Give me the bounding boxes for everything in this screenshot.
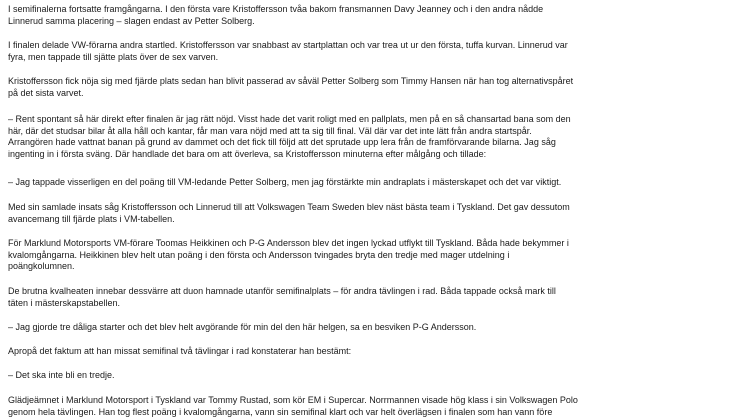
paragraph-andersson-quote xyxy=(8,322,736,334)
text-line: Kristoffersson fick nöja sig med fjärde plats sedan han blivit passerad av såväl Petter Solberg som Timmy Hansen när han tog alternativspåret xyxy=(8,76,574,86)
text-line: Arrangören hade vattnat banan på grund av dammet och det fick till följd att det sprutade upp lera från de framförvarande bilarna. Jag såg xyxy=(8,137,556,147)
paragraph-fourth-place xyxy=(8,76,736,99)
text-line: på det sista varvet. xyxy=(8,87,84,98)
text-line: – Jag gjorde tre dåliga starter och det blev helt avgörande för min del den här helgen, sa en besviken P-G Andersson. xyxy=(8,322,477,332)
text-line: här, där det studsar bilar åt alla håll och kantar, får man vara nöjd med att ta sig till final. Väl där var det inte lätt från andra startspår. xyxy=(8,125,532,136)
text-line: ingenting in i första sväng. Där handlade det bara om att överleva, sa Kristoffersson minuterna efter målgång och tillade: xyxy=(8,148,487,159)
text-line: Apropå det faktum att han missat semifinal två tävlingar i rad konstaterar han bestämt: xyxy=(8,346,352,356)
paragraph-kristoffersson-quote xyxy=(8,114,736,160)
text-line: kvalomgångarna. Heikkinen blev helt utan poäng i den första och Andersson tvingades bryta den tredje med mager utdelning i xyxy=(8,249,510,260)
text-line: – Jag tappade visserligen en del poäng till VM-ledande Petter Solberg, men jag förstärkte min andraplats i mästerskapet och det var viktigt. xyxy=(8,177,562,187)
text-line: – Det ska inte bli en tredje. xyxy=(8,370,115,380)
paragraph-broken-heats xyxy=(8,286,736,309)
paragraph-rustad xyxy=(8,395,736,418)
text-line: Linnerud samma placering – slagen endast av Petter Solberg. xyxy=(8,15,255,26)
paragraph-final-start xyxy=(8,40,736,63)
text-line: Glädjeämnet i Marklund Motorsport i Tyskland var Tommy Rustad, som kör EM i Supercar. Norrmannen visade hög klass i sin Volkswagen Polo xyxy=(8,395,578,405)
paragraph-points-quote xyxy=(8,177,736,189)
text-line: I finalen delade VW-förarna andra startled. Kristoffersson var snabbast av startplattan och var trea ut ur den första, tuffa kurvan. Linnerud var xyxy=(8,40,568,50)
text-line: avancemang till fjärde plats i VM-tabellen. xyxy=(8,213,175,224)
text-line: Med sin samlade insats såg Kristoffersson och Linnerud till att Volkswagen Team Sweden blev näst bästa team i Tyskland. Det gav dessutom xyxy=(8,202,570,212)
text-line: De brutna kvalheaten innebar dessvärre att duon hamnade utanför semifinalplats – för andra tävlingen i rad. Båda tappade också mark till xyxy=(8,286,556,296)
text-line: täten i mästerskapstabellen. xyxy=(8,297,121,308)
text-line: För Marklund Motorsports VM-förare Toomas Heikkinen och P-G Andersson blev det ingen lyckad utflykt till Tyskland. Båda hade bekymmer i xyxy=(8,238,569,248)
text-line: genom hela tävlingen. Han tog flest poäng i kvalomgångarna, vann sin semifinal klart och var helt överlägsen i finalen som han vann före xyxy=(8,406,553,417)
text-line: fyra, men tappade till sjätte plats över de sex varven. xyxy=(8,51,219,62)
paragraph-not-a-third xyxy=(8,370,736,382)
paragraph-team-result xyxy=(8,202,736,225)
text-line: I semifinalerna fortsatte framgångarna. I den första vare Kristoffersson tvåa bakom fransmannen Davy Jeanney och i den andra nådde xyxy=(8,4,544,14)
paragraph-marklund-drivers xyxy=(8,238,736,273)
paragraph-semifinals xyxy=(8,4,736,27)
text-line: – Rent spontant så här direkt efter finalen är jag rätt nöjd. Visst hade det varit roligt med en pallplats, men på en så chansartad bana som den xyxy=(8,114,571,124)
paragraph-apropos xyxy=(8,346,736,358)
text-line: poängkolumnen. xyxy=(8,261,75,271)
